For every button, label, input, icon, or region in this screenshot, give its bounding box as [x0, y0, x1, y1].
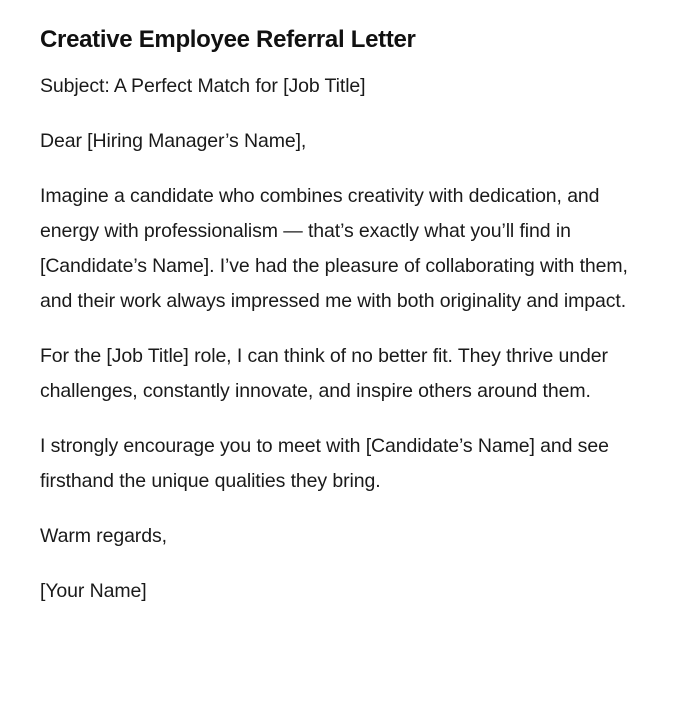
body-paragraph-1: Imagine a candidate who combines creativity with dedication, and energy with professionalism — that’s exactly what you’ll find in [Candidate’s Name]. I’ve had the pleasure of collaborating with them, and their work always impressed me with both originality and impact.	[40, 185, 628, 312]
closing: Warm regards,	[40, 525, 167, 547]
body-paragraph-2: For the [Job Title] role, I can think of no better fit. They thrive under challenges, constantly innovate, and inspire others around them.	[40, 345, 608, 402]
subject-line: Subject: A Perfect Match for [Job Title]	[40, 75, 366, 97]
salutation: Dear [Hiring Manager’s Name],	[40, 130, 307, 152]
signature: [Your Name]	[40, 580, 147, 602]
document-title: Creative Employee Referral Letter	[40, 26, 416, 53]
body-paragraph-3: I strongly encourage you to meet with [Candidate’s Name] and see firsthand the unique qualities they bring.	[40, 435, 609, 492]
